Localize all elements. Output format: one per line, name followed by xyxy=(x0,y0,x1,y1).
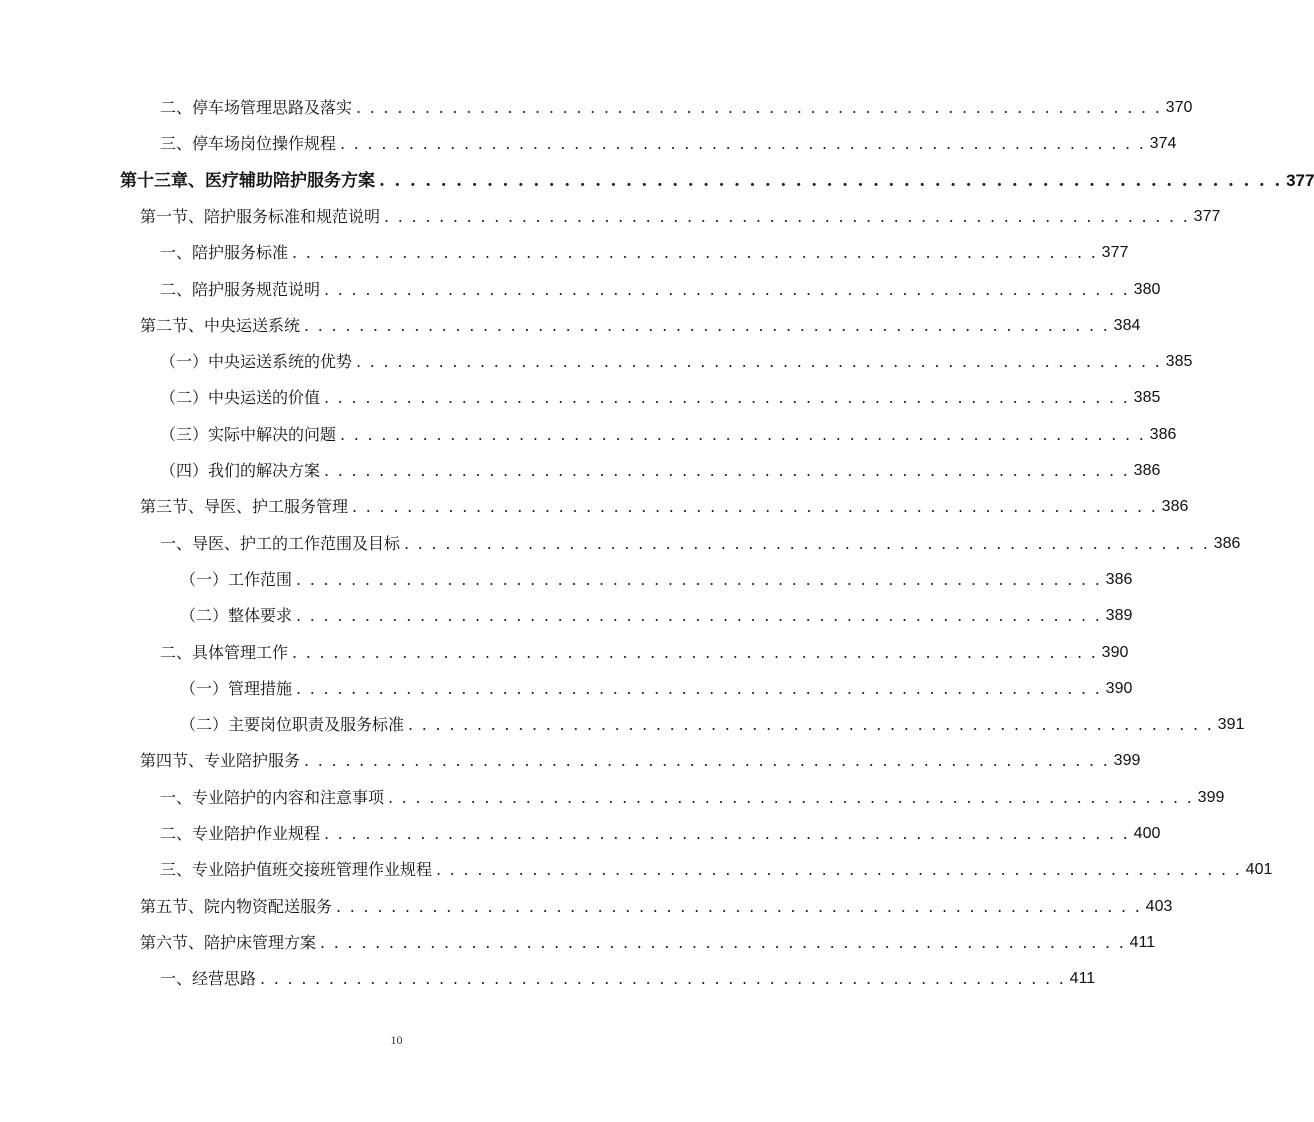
toc-entry[interactable] xyxy=(140,489,1189,525)
toc-entry-label: （二）中央运送的价值 xyxy=(160,388,321,408)
toc-entry[interactable] xyxy=(160,380,1161,416)
toc-dot-leader: . . . . . . . . . . . . . . . . . . . . . . . . . . . . . . . . . . . . . . . . . . . . . . . . . . . . . . . . . . . xyxy=(408,715,1214,735)
toc-dot-leader: . . . . . . . . . . . . . . . . . . . . . . . . . . . . . . . . . . . . . . . . . . . . . . . . . . . . . . . . . . . xyxy=(356,352,1162,372)
toc-dot-leader: . . . . . . . . . . . . . . . . . . . . . . . . . . . . . . . . . . . . . . . . . . . . . . . . . . . . . . . . . . . xyxy=(436,860,1242,880)
toc-entry[interactable] xyxy=(160,344,1193,380)
toc-entry-label: （二）整体要求 xyxy=(180,606,293,626)
toc-entry-page: 399 xyxy=(1197,788,1225,806)
toc-dot-leader: . . . . . . . . . . . . . . . . . . . . . . . . . . . . . . . . . . . . . . . . . . . . . . . . . . . . . . . . . . . xyxy=(296,678,1102,698)
toc-dot-leader: . . . . . . . . . . . . . . . . . . . . . . . . . . . . . . . . . . . . . . . . . . . . . . . . . . . . . . . . . . . xyxy=(336,896,1142,916)
toc-dot-leader: . . . . . . . . . . . . . . . . . . . . . . . . . . . . . . . . . . . . . . . . . . . . . . . . . . . . . . . . . . . xyxy=(296,606,1102,626)
toc-entry-page: 390 xyxy=(1101,643,1129,661)
toc-entry[interactable] xyxy=(180,598,1133,634)
toc-entry[interactable] xyxy=(160,816,1161,852)
toc-entry[interactable] xyxy=(160,417,1177,453)
toc-dot-leader: . . . . . . . . . . . . . . . . . . . . . . . . . . . . . . . . . . . . . . . . . . . . . . . . . . . . . . . . . . . xyxy=(340,424,1146,444)
toc-entry-label: 一、经营思路 xyxy=(160,969,257,989)
toc-entry-page: 370 xyxy=(1165,99,1193,116)
toc-entry-page: 399 xyxy=(1113,752,1141,770)
toc-dot-leader: . . . . . . . . . . . . . . . . . . . . . . . . . . . . . . . . . . . . . . . . . . . . . . . . . . . . . . . . . . . xyxy=(320,932,1126,952)
toc-entry[interactable] xyxy=(160,235,1129,271)
toc-entry-page: 374 xyxy=(1149,135,1177,153)
toc-entry-label: （三）实际中解决的问题 xyxy=(160,424,337,444)
toc-entry[interactable] xyxy=(160,780,1225,816)
toc-dot-leader: . . . . . . . . . . . . . . . . . . . . . . . . . . . . . . . . . . . . . . . . . . . . . . . . . . . . . . . . . . . xyxy=(324,279,1130,299)
toc-dot-leader: . . . . . . . . . . . . . . . . . . . . . . . . . . . . . . . . . . . . . . . . . . . . . . . . . . . . . . . . . . . xyxy=(404,533,1210,553)
toc-entry[interactable] xyxy=(140,889,1173,925)
toc-entry-page: 385 xyxy=(1133,389,1161,407)
toc-entry-page: 377 xyxy=(1101,244,1129,262)
toc-dot-leader: . . . . . . . . . . . . . . . . . . . . . . . . . . . . . . . . . . . . . . . . . . . . . . . . . . . . . . . . . . . xyxy=(260,969,1066,989)
toc-entry[interactable] xyxy=(140,925,1156,961)
toc-entry-page: 380 xyxy=(1133,280,1161,298)
toc-dot-leader: . . . . . . . . . . . . . . . . . . . . . . . . . . . . . . . . . . . . . . . . . . . . . . . . . . . . . . . . . . . xyxy=(379,170,1283,191)
toc-entry-label: （一）管理措施 xyxy=(180,678,293,698)
toc-entry-label: （二）主要岗位职责及服务标准 xyxy=(180,715,405,735)
toc-entry-page: 377 xyxy=(1193,207,1221,225)
toc-entry-page: 386 xyxy=(1161,498,1189,516)
toc-entry[interactable] xyxy=(140,743,1141,779)
toc-chapter-entry[interactable] xyxy=(120,163,1314,199)
toc-entry-page: 386 xyxy=(1105,570,1133,588)
toc-entry-page: 386 xyxy=(1149,425,1177,443)
toc-entry-label: 第六节、陪护床管理方案 xyxy=(140,932,317,952)
toc-entry[interactable] xyxy=(160,272,1161,308)
toc-entry-label: 第三节、导医、护工服务管理 xyxy=(140,497,349,517)
toc-entry-label: 二、陪护服务规范说明 xyxy=(160,279,321,299)
toc-dot-leader: . . . . . . . . . . . . . . . . . . . . . . . . . . . . . . . . . . . . . . . . . . . . . . . . . . . . . . . . . . . xyxy=(296,569,1102,589)
toc-entry[interactable] xyxy=(180,562,1133,598)
toc-dot-leader: . . . . . . . . . . . . . . . . . . . . . . . . . . . . . . . . . . . . . . . . . . . . . . . . . . . . . . . . . . . xyxy=(324,388,1130,408)
toc-entry-label: 三、专业陪护值班交接班管理作业规程 xyxy=(160,860,433,880)
toc-dot-leader: . . . . . . . . . . . . . . . . . . . . . . . . . . . . . . . . . . . . . . . . . . . . . . . . . . . . . . . . . . . xyxy=(356,98,1162,117)
toc-entry-label: 一、导医、护工的工作范围及目标 xyxy=(160,533,401,553)
toc-entry[interactable] xyxy=(160,126,1177,162)
toc-entry[interactable] xyxy=(180,671,1133,707)
toc-entry-page: 385 xyxy=(1165,353,1193,371)
toc-dot-leader: . . . . . . . . . . . . . . . . . . . . . . . . . . . . . . . . . . . . . . . . . . . . . . . . . . . . . . . . . . . xyxy=(388,787,1194,807)
toc-entry-label: 第五节、院内物资配送服务 xyxy=(140,896,333,916)
toc-dot-leader: . . . . . . . . . . . . . . . . . . . . . . . . . . . . . . . . . . . . . . . . . . . . . . . . . . . . . . . . . . . xyxy=(324,461,1130,480)
toc-entry-page: 400 xyxy=(1133,825,1161,842)
toc-entry-label: 第四节、专业陪护服务 xyxy=(140,751,301,771)
toc-dot-leader: . . . . . . . . . . . . . . . . . . . . . . . . . . . . . . . . . . . . . . . . . . . . . . . . . . . . . . . . . . . xyxy=(292,243,1098,263)
toc-dot-leader: . . . . . . . . . . . . . . . . . . . . . . . . . . . . . . . . . . . . . . . . . . . . . . . . . . . . . . . . . . . xyxy=(292,642,1098,662)
toc-dot-leader: . . . . . . . . . . . . . . . . . . . . . . . . . . . . . . . . . . . . . . . . . . . . . . . . . . . . . . . . . . . xyxy=(384,206,1190,226)
toc-entry[interactable] xyxy=(160,961,1096,997)
toc-entry[interactable] xyxy=(140,199,1221,235)
toc-entry[interactable] xyxy=(160,453,1161,489)
toc-entry-label: 第十三章、医疗辅助陪护服务方案 xyxy=(120,170,375,191)
toc-dot-leader: . . . . . . . . . . . . . . . . . . . . . . . . . . . . . . . . . . . . . . . . . . . . . . . . . . . . . . . . . . . xyxy=(304,315,1110,335)
toc-entry-label: 二、专业陪护作业规程 xyxy=(160,824,321,843)
toc-entry-label: 三、停车场岗位操作规程 xyxy=(160,134,337,154)
toc-entry-label: 一、陪护服务标准 xyxy=(160,243,289,263)
toc-entry-label: 第一节、陪护服务标准和规范说明 xyxy=(140,206,381,226)
toc-entry-page: 391 xyxy=(1217,716,1245,734)
toc-entry-label: 二、具体管理工作 xyxy=(160,642,289,662)
toc-entry-page: 389 xyxy=(1105,607,1133,625)
toc-entry[interactable] xyxy=(160,90,1193,126)
toc-entry-label: （一）中央运送系统的优势 xyxy=(160,352,353,372)
toc-entry-label: 二、停车场管理思路及落实 xyxy=(160,98,353,117)
toc-entry[interactable] xyxy=(160,635,1129,671)
toc-entry[interactable] xyxy=(160,852,1273,888)
toc-dot-leader: . . . . . . . . . . . . . . . . . . . . . . . . . . . . . . . . . . . . . . . . . . . . . . . . . . . . . . . . . . . xyxy=(340,134,1146,154)
toc-dot-leader: . . . . . . . . . . . . . . . . . . . . . . . . . . . . . . . . . . . . . . . . . . . . . . . . . . . . . . . . . . . xyxy=(324,824,1130,843)
toc-entry-label: 一、专业陪护的内容和注意事项 xyxy=(160,787,385,807)
toc-entry[interactable] xyxy=(180,707,1245,743)
toc-entry-page: 411 xyxy=(1129,933,1156,951)
toc-dot-leader: . . . . . . . . . . . . . . . . . . . . . . . . . . . . . . . . . . . . . . . . . . . . . . . . . . . . . . . . . . . xyxy=(352,497,1158,517)
toc-dot-leader: . . . . . . . . . . . . . . . . . . . . . . . . . . . . . . . . . . . . . . . . . . . . . . . . . . . . . . . . . . . xyxy=(304,751,1110,771)
toc-entry-label: （一）工作范围 xyxy=(180,569,293,589)
toc-entry-label: （四）我们的解决方案 xyxy=(160,461,321,480)
toc-entry-page: 386 xyxy=(1133,462,1161,479)
toc-entry[interactable] xyxy=(140,308,1141,344)
toc-entry[interactable] xyxy=(160,526,1241,562)
page-number: 10 xyxy=(390,1033,403,1047)
toc-entry-page: 411 xyxy=(1069,970,1096,988)
toc-entry-page: 377 xyxy=(1286,170,1314,190)
toc-entry-page: 401 xyxy=(1245,861,1273,879)
toc-entry-label: 第二节、中央运送系统 xyxy=(140,315,301,335)
toc-entry-page: 390 xyxy=(1105,679,1133,697)
toc-entry-page: 386 xyxy=(1213,534,1241,552)
toc-entry-page: 384 xyxy=(1113,316,1141,334)
toc-entry-page: 403 xyxy=(1145,897,1173,915)
